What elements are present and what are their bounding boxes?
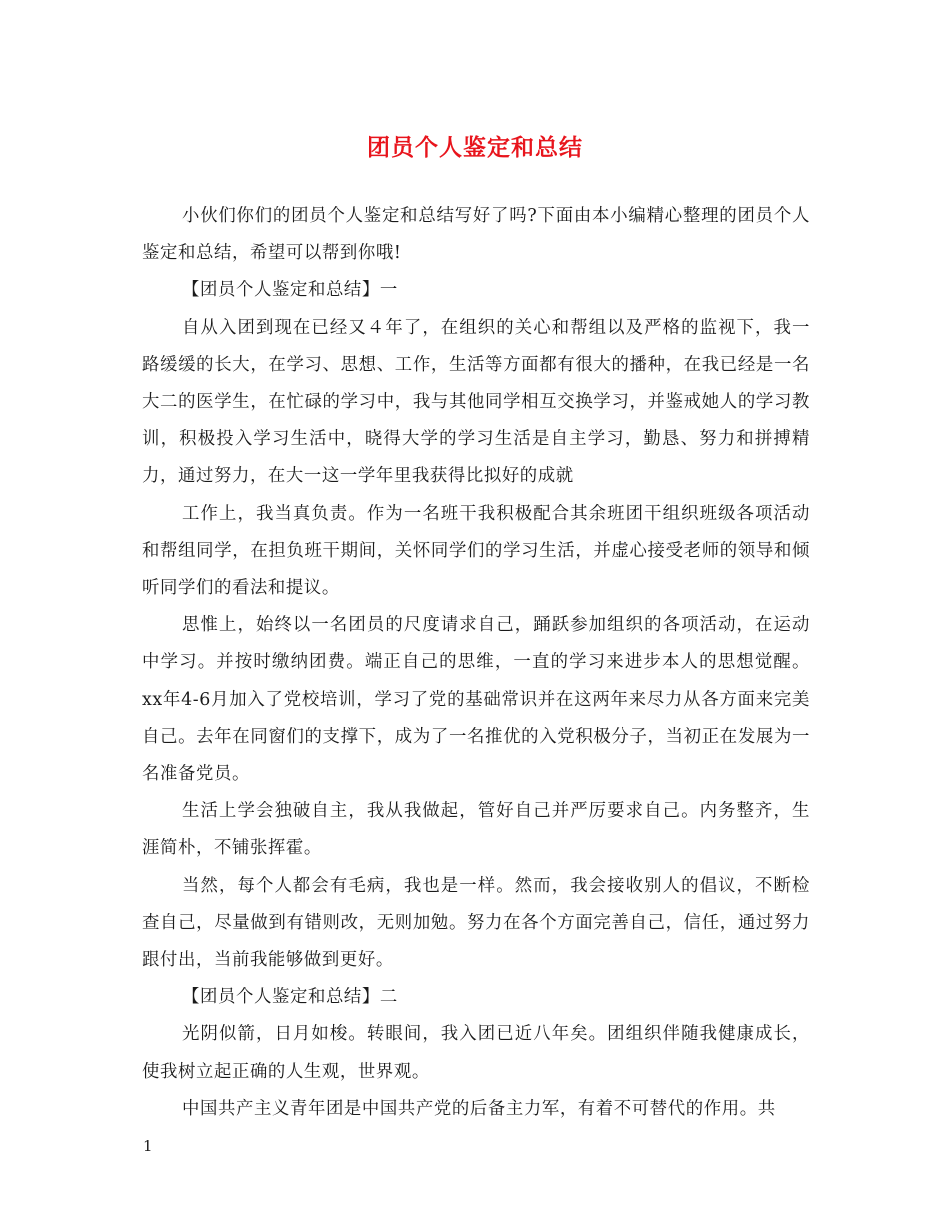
body-paragraph: 中国共产主义青年团是中国共产党的后备主力军，有着不可替代的作用。共 (182, 1098, 776, 1119)
document-title: 团员个人鉴定和总结 (367, 134, 583, 161)
section-heading-one: 【团员个人鉴定和总结】一 (182, 280, 398, 301)
section-heading-two: 【团员个人鉴定和总结】二 (182, 987, 398, 1008)
body-paragraph: 当然，每个人都会有毛病，我也是一样。然而，我会接收别人的倡议，不断检查自己，尽量做到有错则改，无则加勉。努力在各个方面完善自己，信任，通过努力跟付出，当前我能够做到更好。 (142, 875, 810, 971)
body-paragraph: 生活上学会独破自主，我从我做起，管好自己并严厉要求自己。内务整齐，生涯简朴，不铺张挥霍。 (142, 801, 810, 859)
intro-paragraph: 小伙们你们的团员个人鉴定和总结写好了吗?下面由本小编精心整理的团员个人鉴定和总结，希望可以帮到你哦! (142, 206, 810, 264)
body-paragraph: 工作上，我当真负责。作为一名班干我积极配合其余班团干组织班级各项活动和帮组同学，在担负班干期间，关怀同学们的学习生活，并虚心接受老师的领导和倾听同学们的看法和提议。 (142, 503, 810, 599)
page-number: 1 (143, 1137, 153, 1155)
body-paragraph: 自从入团到现在已经又４年了，在组织的关心和帮组以及严格的监视下，我一路缓缓的长大，在学习、思想、工作，生活等方面都有很大的播种，在我已经是一名大二的医学生，在忙碌的学习中，我与其他同学相互交换学习，并鉴戒她人的学习教训，积极投入学习生活中，晓得大学的学习生活是自主学习，勤恳、努力和拼搏精力，通过努力，在大一这一学年里我获得比拟好的成就 (142, 317, 810, 487)
body-paragraph: 思惟上，始终以一名团员的尺度请求自己，踊跃参加组织的各项活动，在运动中学习。并按时缴纳团费。端正自己的思维，一直的学习来进步本人的思想觉醒。xx年4-6月加入了党校培训，学习了党的基础常识并在这两年来尽力从各方面来完美自己。去年在同窗们的支撑下，成为了一名推优的入党积极分子，当初正在发展为一名准备党员。 (142, 615, 810, 785)
body-paragraph: 光阴似箭，日月如梭。转眼间，我入团已近八年矣。团组织伴随我健康成长，使我树立起正确的人生观，世界观。 (142, 1024, 810, 1082)
document-body (142, 198, 810, 1128)
